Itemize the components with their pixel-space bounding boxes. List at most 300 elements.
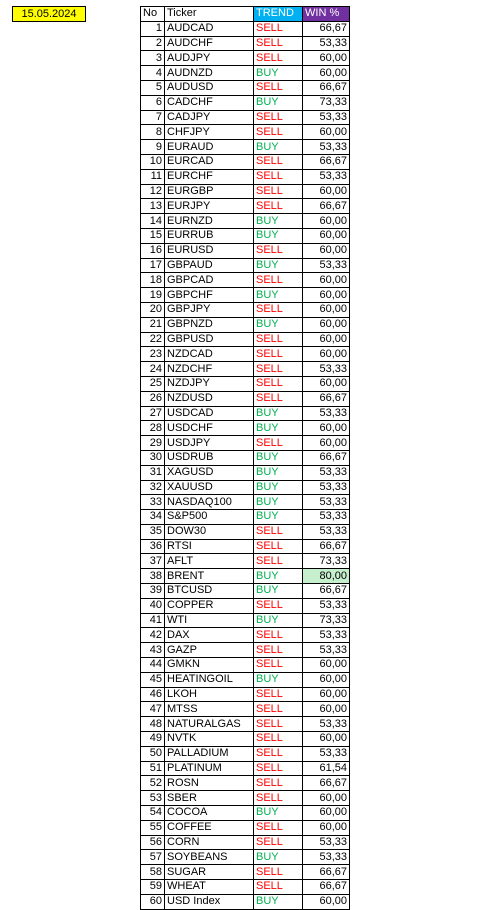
ticker-cell: AUDCAD — [165, 21, 254, 36]
table-row — [141, 732, 350, 747]
row-number: 57 — [141, 850, 165, 865]
row-number: 2 — [141, 36, 165, 51]
ticker-cell: AUDUSD — [165, 80, 254, 95]
trend-cell: SELL — [254, 332, 303, 347]
ticker-cell: NZDUSD — [165, 391, 254, 406]
ticker-cell: XAUUSD — [165, 480, 254, 495]
win-percent-cell: 66,67 — [303, 450, 350, 465]
trend-cell: BUY — [254, 95, 303, 110]
table-row — [141, 332, 350, 347]
signals-table — [140, 6, 350, 910]
table-row — [141, 791, 350, 806]
table-row — [141, 806, 350, 821]
table-row — [141, 613, 350, 628]
win-percent-cell: 60,00 — [303, 806, 350, 821]
row-number: 54 — [141, 806, 165, 821]
trend-cell: SELL — [254, 199, 303, 214]
table-row — [141, 436, 350, 451]
ticker-cell: EURJPY — [165, 199, 254, 214]
row-number: 13 — [141, 199, 165, 214]
table-row — [141, 228, 350, 243]
trend-cell: SELL — [254, 184, 303, 199]
ticker-cell: COFFEE — [165, 820, 254, 835]
trend-cell: SELL — [254, 702, 303, 717]
ticker-cell: GAZP — [165, 643, 254, 658]
trend-cell: BUY — [254, 317, 303, 332]
trend-cell: BUY — [254, 140, 303, 155]
win-percent-cell: 60,00 — [303, 243, 350, 258]
table-row — [141, 569, 350, 584]
table-body — [141, 21, 350, 909]
ticker-cell: SOYBEANS — [165, 850, 254, 865]
table-row — [141, 628, 350, 643]
win-percent-cell: 66,67 — [303, 199, 350, 214]
ticker-cell: RTSI — [165, 539, 254, 554]
win-percent-cell: 60,00 — [303, 51, 350, 66]
table-row — [141, 820, 350, 835]
table-row — [141, 80, 350, 95]
row-number: 29 — [141, 436, 165, 451]
trend-cell: BUY — [254, 495, 303, 510]
ticker-cell: CADCHF — [165, 95, 254, 110]
table-row — [141, 66, 350, 81]
row-number: 8 — [141, 125, 165, 140]
trend-cell: BUY — [254, 480, 303, 495]
ticker-cell: ROSN — [165, 776, 254, 791]
win-percent-cell: 60,00 — [303, 302, 350, 317]
ticker-cell: LKOH — [165, 687, 254, 702]
trend-cell: SELL — [254, 362, 303, 377]
row-number: 21 — [141, 317, 165, 332]
trend-cell: SELL — [254, 628, 303, 643]
ticker-cell: AUDNZD — [165, 66, 254, 81]
win-percent-cell: 53,33 — [303, 169, 350, 184]
table-row — [141, 761, 350, 776]
row-number: 16 — [141, 243, 165, 258]
ticker-cell: COCOA — [165, 806, 254, 821]
header-trend: TREND — [254, 7, 303, 22]
table-row — [141, 302, 350, 317]
row-number: 49 — [141, 732, 165, 747]
row-number: 9 — [141, 140, 165, 155]
win-percent-cell: 53,33 — [303, 717, 350, 732]
trend-cell: SELL — [254, 880, 303, 895]
row-number: 26 — [141, 391, 165, 406]
win-percent-cell: 73,33 — [303, 554, 350, 569]
win-percent-cell: 53,33 — [303, 406, 350, 421]
trend-cell: BUY — [254, 258, 303, 273]
win-percent-cell: 60,00 — [303, 317, 350, 332]
row-number: 32 — [141, 480, 165, 495]
ticker-cell: EURGBP — [165, 184, 254, 199]
table-row — [141, 317, 350, 332]
ticker-cell: NVTK — [165, 732, 254, 747]
table-row — [141, 258, 350, 273]
row-number: 1 — [141, 21, 165, 36]
row-number: 31 — [141, 465, 165, 480]
table-row — [141, 643, 350, 658]
ticker-cell: SBER — [165, 791, 254, 806]
trend-cell: SELL — [254, 36, 303, 51]
trend-cell: BUY — [254, 510, 303, 525]
win-percent-cell: 53,33 — [303, 362, 350, 377]
row-number: 30 — [141, 450, 165, 465]
trend-cell: SELL — [254, 125, 303, 140]
row-number: 10 — [141, 154, 165, 169]
win-percent-cell: 66,67 — [303, 865, 350, 880]
ticker-cell: GBPCHF — [165, 288, 254, 303]
row-number: 34 — [141, 510, 165, 525]
row-number: 47 — [141, 702, 165, 717]
win-percent-cell: 73,33 — [303, 95, 350, 110]
trend-cell: SELL — [254, 732, 303, 747]
trend-cell: SELL — [254, 302, 303, 317]
ticker-cell: GBPAUD — [165, 258, 254, 273]
trend-cell: BUY — [254, 569, 303, 584]
row-number: 20 — [141, 302, 165, 317]
ticker-cell: AFLT — [165, 554, 254, 569]
ticker-cell: EURCHF — [165, 169, 254, 184]
table-row — [141, 480, 350, 495]
win-percent-cell: 53,33 — [303, 465, 350, 480]
row-number: 44 — [141, 658, 165, 673]
ticker-cell: EURUSD — [165, 243, 254, 258]
win-percent-cell: 60,00 — [303, 288, 350, 303]
ticker-cell: S&P500 — [165, 510, 254, 525]
row-number: 45 — [141, 672, 165, 687]
trend-cell: BUY — [254, 421, 303, 436]
table-row — [141, 36, 350, 51]
table-row — [141, 391, 350, 406]
header-no: No — [141, 7, 165, 22]
table-row — [141, 865, 350, 880]
trend-cell: SELL — [254, 273, 303, 288]
ticker-cell: PLATINUM — [165, 761, 254, 776]
ticker-cell: CHFJPY — [165, 125, 254, 140]
row-number: 55 — [141, 820, 165, 835]
ticker-cell: GBPCAD — [165, 273, 254, 288]
row-number: 50 — [141, 746, 165, 761]
win-percent-cell: 66,67 — [303, 776, 350, 791]
row-number: 17 — [141, 258, 165, 273]
trend-cell: BUY — [254, 450, 303, 465]
trend-cell: BUY — [254, 465, 303, 480]
table-row — [141, 598, 350, 613]
table-row — [141, 717, 350, 732]
table-row — [141, 539, 350, 554]
win-percent-cell: 60,00 — [303, 273, 350, 288]
row-number: 11 — [141, 169, 165, 184]
trend-cell: SELL — [254, 687, 303, 702]
trend-cell: SELL — [254, 51, 303, 66]
win-percent-cell: 60,00 — [303, 436, 350, 451]
win-percent-cell: 60,00 — [303, 702, 350, 717]
trend-cell: SELL — [254, 524, 303, 539]
row-number: 51 — [141, 761, 165, 776]
table-row — [141, 421, 350, 436]
trend-cell: SELL — [254, 110, 303, 125]
trend-cell: SELL — [254, 436, 303, 451]
table-row — [141, 894, 350, 909]
row-number: 59 — [141, 880, 165, 895]
table-row — [141, 273, 350, 288]
row-number: 5 — [141, 80, 165, 95]
row-number: 36 — [141, 539, 165, 554]
win-percent-cell: 60,00 — [303, 687, 350, 702]
win-percent-cell: 53,33 — [303, 480, 350, 495]
row-number: 14 — [141, 214, 165, 229]
ticker-cell: AUDCHF — [165, 36, 254, 51]
ticker-cell: GBPJPY — [165, 302, 254, 317]
win-percent-cell: 66,67 — [303, 539, 350, 554]
table-row — [141, 376, 350, 391]
ticker-cell: PALLADIUM — [165, 746, 254, 761]
row-number: 58 — [141, 865, 165, 880]
ticker-cell: EURNZD — [165, 214, 254, 229]
row-number: 15 — [141, 228, 165, 243]
ticker-cell: USDRUB — [165, 450, 254, 465]
table-row — [141, 510, 350, 525]
table-row — [141, 554, 350, 569]
ticker-cell: USD Index — [165, 894, 254, 909]
ticker-cell: NZDJPY — [165, 376, 254, 391]
table-row — [141, 21, 350, 36]
ticker-cell: WHEAT — [165, 880, 254, 895]
row-number: 7 — [141, 110, 165, 125]
table-row — [141, 465, 350, 480]
win-percent-cell: 53,33 — [303, 36, 350, 51]
trend-cell: SELL — [254, 539, 303, 554]
row-number: 56 — [141, 835, 165, 850]
table-row — [141, 347, 350, 362]
trend-cell: SELL — [254, 391, 303, 406]
row-number: 53 — [141, 791, 165, 806]
ticker-cell: EURAUD — [165, 140, 254, 155]
row-number: 19 — [141, 288, 165, 303]
table-row — [141, 835, 350, 850]
win-percent-cell: 60,00 — [303, 228, 350, 243]
win-percent-cell: 60,00 — [303, 66, 350, 81]
ticker-cell: EURRUB — [165, 228, 254, 243]
win-percent-cell: 60,00 — [303, 214, 350, 229]
trend-cell: SELL — [254, 820, 303, 835]
trend-cell: SELL — [254, 776, 303, 791]
win-percent-cell: 66,67 — [303, 21, 350, 36]
row-number: 43 — [141, 643, 165, 658]
table-row — [141, 95, 350, 110]
table-row — [141, 776, 350, 791]
ticker-cell: WTI — [165, 613, 254, 628]
ticker-cell: BRENT — [165, 569, 254, 584]
row-number: 4 — [141, 66, 165, 81]
win-percent-cell: 66,67 — [303, 80, 350, 95]
ticker-cell: NASDAQ100 — [165, 495, 254, 510]
ticker-cell: GBPNZD — [165, 317, 254, 332]
row-number: 39 — [141, 584, 165, 599]
row-number: 60 — [141, 894, 165, 909]
win-percent-cell: 60,00 — [303, 421, 350, 436]
win-percent-cell: 53,33 — [303, 746, 350, 761]
trend-cell: SELL — [254, 598, 303, 613]
table-row — [141, 169, 350, 184]
win-percent-cell: 73,33 — [303, 613, 350, 628]
win-percent-cell: 60,00 — [303, 894, 350, 909]
trend-cell: BUY — [254, 66, 303, 81]
row-number: 48 — [141, 717, 165, 732]
table-row — [141, 687, 350, 702]
ticker-cell: HEATINGOIL — [165, 672, 254, 687]
ticker-cell: USDJPY — [165, 436, 254, 451]
ticker-cell: AUDJPY — [165, 51, 254, 66]
win-percent-cell: 60,00 — [303, 820, 350, 835]
table-row — [141, 51, 350, 66]
trend-cell: SELL — [254, 243, 303, 258]
table-row — [141, 406, 350, 421]
trend-cell: SELL — [254, 154, 303, 169]
row-number: 52 — [141, 776, 165, 791]
header-win: WIN % — [303, 7, 350, 22]
row-number: 12 — [141, 184, 165, 199]
win-percent-cell: 66,67 — [303, 391, 350, 406]
trend-cell: SELL — [254, 554, 303, 569]
trend-cell: SELL — [254, 791, 303, 806]
win-percent-cell: 66,67 — [303, 154, 350, 169]
table-row — [141, 288, 350, 303]
ticker-cell: CORN — [165, 835, 254, 850]
win-percent-cell: 53,33 — [303, 835, 350, 850]
report-date: 15.05.2024 — [12, 6, 86, 22]
ticker-cell: CADJPY — [165, 110, 254, 125]
row-number: 27 — [141, 406, 165, 421]
win-percent-cell: 60,00 — [303, 332, 350, 347]
ticker-cell: MTSS — [165, 702, 254, 717]
win-percent-cell: 60,00 — [303, 658, 350, 673]
win-percent-cell: 53,33 — [303, 643, 350, 658]
trend-cell: BUY — [254, 406, 303, 421]
table-row — [141, 702, 350, 717]
trend-cell: SELL — [254, 347, 303, 362]
ticker-cell: XAGUSD — [165, 465, 254, 480]
ticker-cell: COPPER — [165, 598, 254, 613]
row-number: 28 — [141, 421, 165, 436]
row-number: 37 — [141, 554, 165, 569]
row-number: 41 — [141, 613, 165, 628]
win-percent-cell: 53,33 — [303, 110, 350, 125]
win-percent-cell: 66,67 — [303, 584, 350, 599]
win-percent-cell: 60,00 — [303, 791, 350, 806]
table-row — [141, 850, 350, 865]
ticker-cell: DOW30 — [165, 524, 254, 539]
trend-cell: SELL — [254, 643, 303, 658]
trend-cell: BUY — [254, 806, 303, 821]
win-percent-cell: 53,33 — [303, 258, 350, 273]
win-percent-cell: 53,33 — [303, 524, 350, 539]
trend-cell: BUY — [254, 672, 303, 687]
row-number: 46 — [141, 687, 165, 702]
table-row — [141, 658, 350, 673]
row-number: 24 — [141, 362, 165, 377]
win-percent-cell: 60,00 — [303, 184, 350, 199]
header-row — [141, 7, 350, 22]
header-ticker: Ticker — [165, 7, 254, 22]
table-row — [141, 495, 350, 510]
ticker-cell: GBPUSD — [165, 332, 254, 347]
ticker-cell: NZDCHF — [165, 362, 254, 377]
ticker-cell: GMKN — [165, 658, 254, 673]
table-row — [141, 880, 350, 895]
trend-cell: SELL — [254, 21, 303, 36]
ticker-cell: BTCUSD — [165, 584, 254, 599]
trend-cell: BUY — [254, 228, 303, 243]
win-percent-cell: 53,33 — [303, 628, 350, 643]
row-number: 6 — [141, 95, 165, 110]
table-row — [141, 243, 350, 258]
row-number: 38 — [141, 569, 165, 584]
win-percent-cell: 66,67 — [303, 880, 350, 895]
trend-cell: SELL — [254, 658, 303, 673]
win-percent-cell: 53,33 — [303, 140, 350, 155]
trend-cell: BUY — [254, 288, 303, 303]
table-row — [141, 184, 350, 199]
win-percent-cell: 60,00 — [303, 125, 350, 140]
win-percent-cell: 60,00 — [303, 672, 350, 687]
win-percent-cell: 53,33 — [303, 495, 350, 510]
trend-cell: SELL — [254, 717, 303, 732]
trend-cell: SELL — [254, 80, 303, 95]
row-number: 40 — [141, 598, 165, 613]
table-row — [141, 140, 350, 155]
trend-cell: SELL — [254, 761, 303, 776]
table-row — [141, 199, 350, 214]
trend-cell: BUY — [254, 613, 303, 628]
row-number: 22 — [141, 332, 165, 347]
trend-cell: SELL — [254, 865, 303, 880]
win-percent-cell: 80,00 — [303, 569, 350, 584]
ticker-cell: USDCAD — [165, 406, 254, 421]
table-row — [141, 584, 350, 599]
win-percent-cell: 60,00 — [303, 376, 350, 391]
table-row — [141, 154, 350, 169]
table-row — [141, 362, 350, 377]
trend-cell: BUY — [254, 850, 303, 865]
trend-cell: SELL — [254, 835, 303, 850]
table-row — [141, 125, 350, 140]
table-row — [141, 110, 350, 125]
ticker-cell: NATURALGAS — [165, 717, 254, 732]
table-row — [141, 524, 350, 539]
row-number: 23 — [141, 347, 165, 362]
row-number: 42 — [141, 628, 165, 643]
win-percent-cell: 60,00 — [303, 732, 350, 747]
table-row — [141, 672, 350, 687]
trend-cell: BUY — [254, 214, 303, 229]
ticker-cell: SUGAR — [165, 865, 254, 880]
trend-cell: BUY — [254, 894, 303, 909]
ticker-cell: EURCAD — [165, 154, 254, 169]
win-percent-cell: 61,54 — [303, 761, 350, 776]
row-number: 18 — [141, 273, 165, 288]
row-number: 3 — [141, 51, 165, 66]
row-number: 35 — [141, 524, 165, 539]
ticker-cell: DAX — [165, 628, 254, 643]
trend-cell: SELL — [254, 746, 303, 761]
trend-cell: BUY — [254, 584, 303, 599]
ticker-cell: NZDCAD — [165, 347, 254, 362]
table-row — [141, 746, 350, 761]
trend-cell: SELL — [254, 376, 303, 391]
win-percent-cell: 60,00 — [303, 347, 350, 362]
table-header — [141, 7, 350, 22]
